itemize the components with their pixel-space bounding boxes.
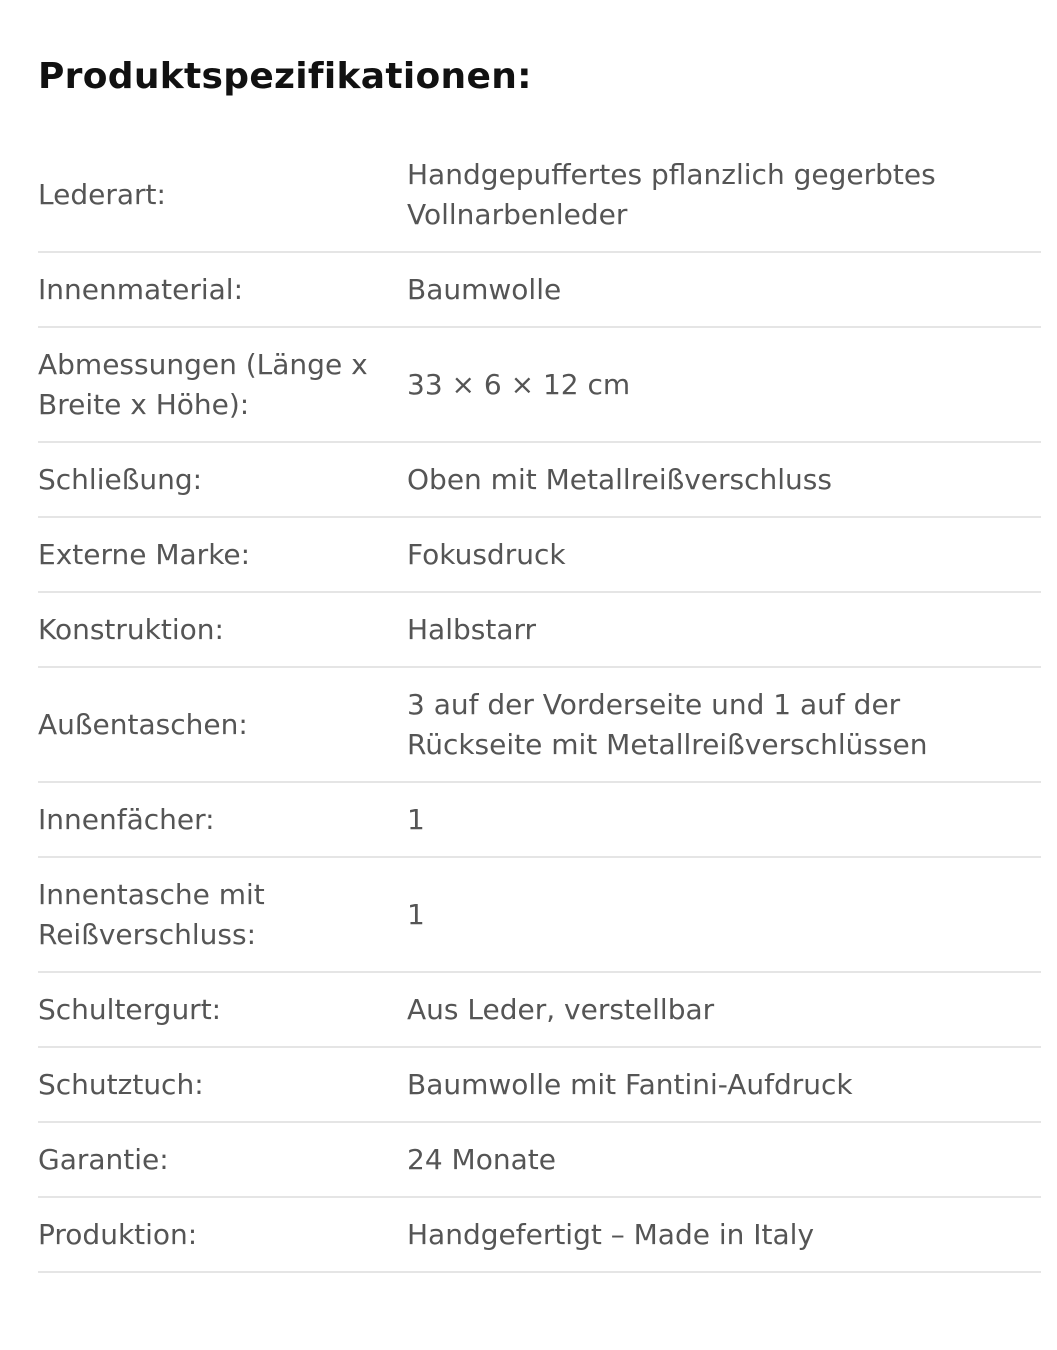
spec-label: Schultergurt: [38,972,407,1047]
spec-value: Halbstarr [407,592,1041,667]
spec-label: Außentaschen: [38,667,407,782]
spec-value: 3 auf der Vorderseite und 1 auf der Rückseite mit Metallreißverschlüssen [407,667,1041,782]
spec-row-production [38,1197,1041,1272]
spec-row-closure [38,442,1041,517]
spec-label: Innenmaterial: [38,252,407,327]
spec-row-outer-pockets [38,667,1041,782]
spec-value: 1 [407,782,1041,857]
spec-label: Schutztuch: [38,1047,407,1122]
spec-row-inner-zip-pocket [38,857,1041,972]
spec-row-inner-material [38,252,1041,327]
spec-value: Aus Leder, verstellbar [407,972,1041,1047]
spec-row-dust-cloth [38,1047,1041,1122]
spec-value: Baumwolle [407,252,1041,327]
spec-value: 1 [407,857,1041,972]
spec-value: 24 Monate [407,1122,1041,1197]
spec-row-warranty [38,1122,1041,1197]
spec-value: Oben mit Metallreißverschluss [407,442,1041,517]
spec-label: Innenfächer: [38,782,407,857]
spec-label: Produktion: [38,1197,407,1272]
spec-row-shoulder-strap [38,972,1041,1047]
spec-value: Handgefertigt – Made in Italy [407,1197,1041,1272]
spec-row-inner-compartments [38,782,1041,857]
spec-label: Konstruktion: [38,592,407,667]
spec-label: Garantie: [38,1122,407,1197]
spec-row-dimensions [38,327,1041,442]
spec-label: Schließung: [38,442,407,517]
spec-label: Innentasche mit Reißverschluss: [38,857,407,972]
spec-label: Externe Marke: [38,517,407,592]
spec-value: Handgepuffertes pflanzlich gegerbtes Vollnarbenleder [407,138,1041,252]
section-title: Produktspezifikationen: [38,56,532,97]
spec-value: Baumwolle mit Fantini-Aufdruck [407,1047,1041,1122]
spec-label: Lederart: [38,138,407,252]
spec-label: Abmessungen (Länge x Breite x Höhe): [38,327,407,442]
specifications-table [38,138,1041,1273]
spec-row-construction [38,592,1041,667]
spec-value: Fokusdruck [407,517,1041,592]
spec-value: 33 × 6 × 12 cm [407,327,1041,442]
spec-row-external-brand [38,517,1041,592]
spec-row-leather-type [38,138,1041,252]
